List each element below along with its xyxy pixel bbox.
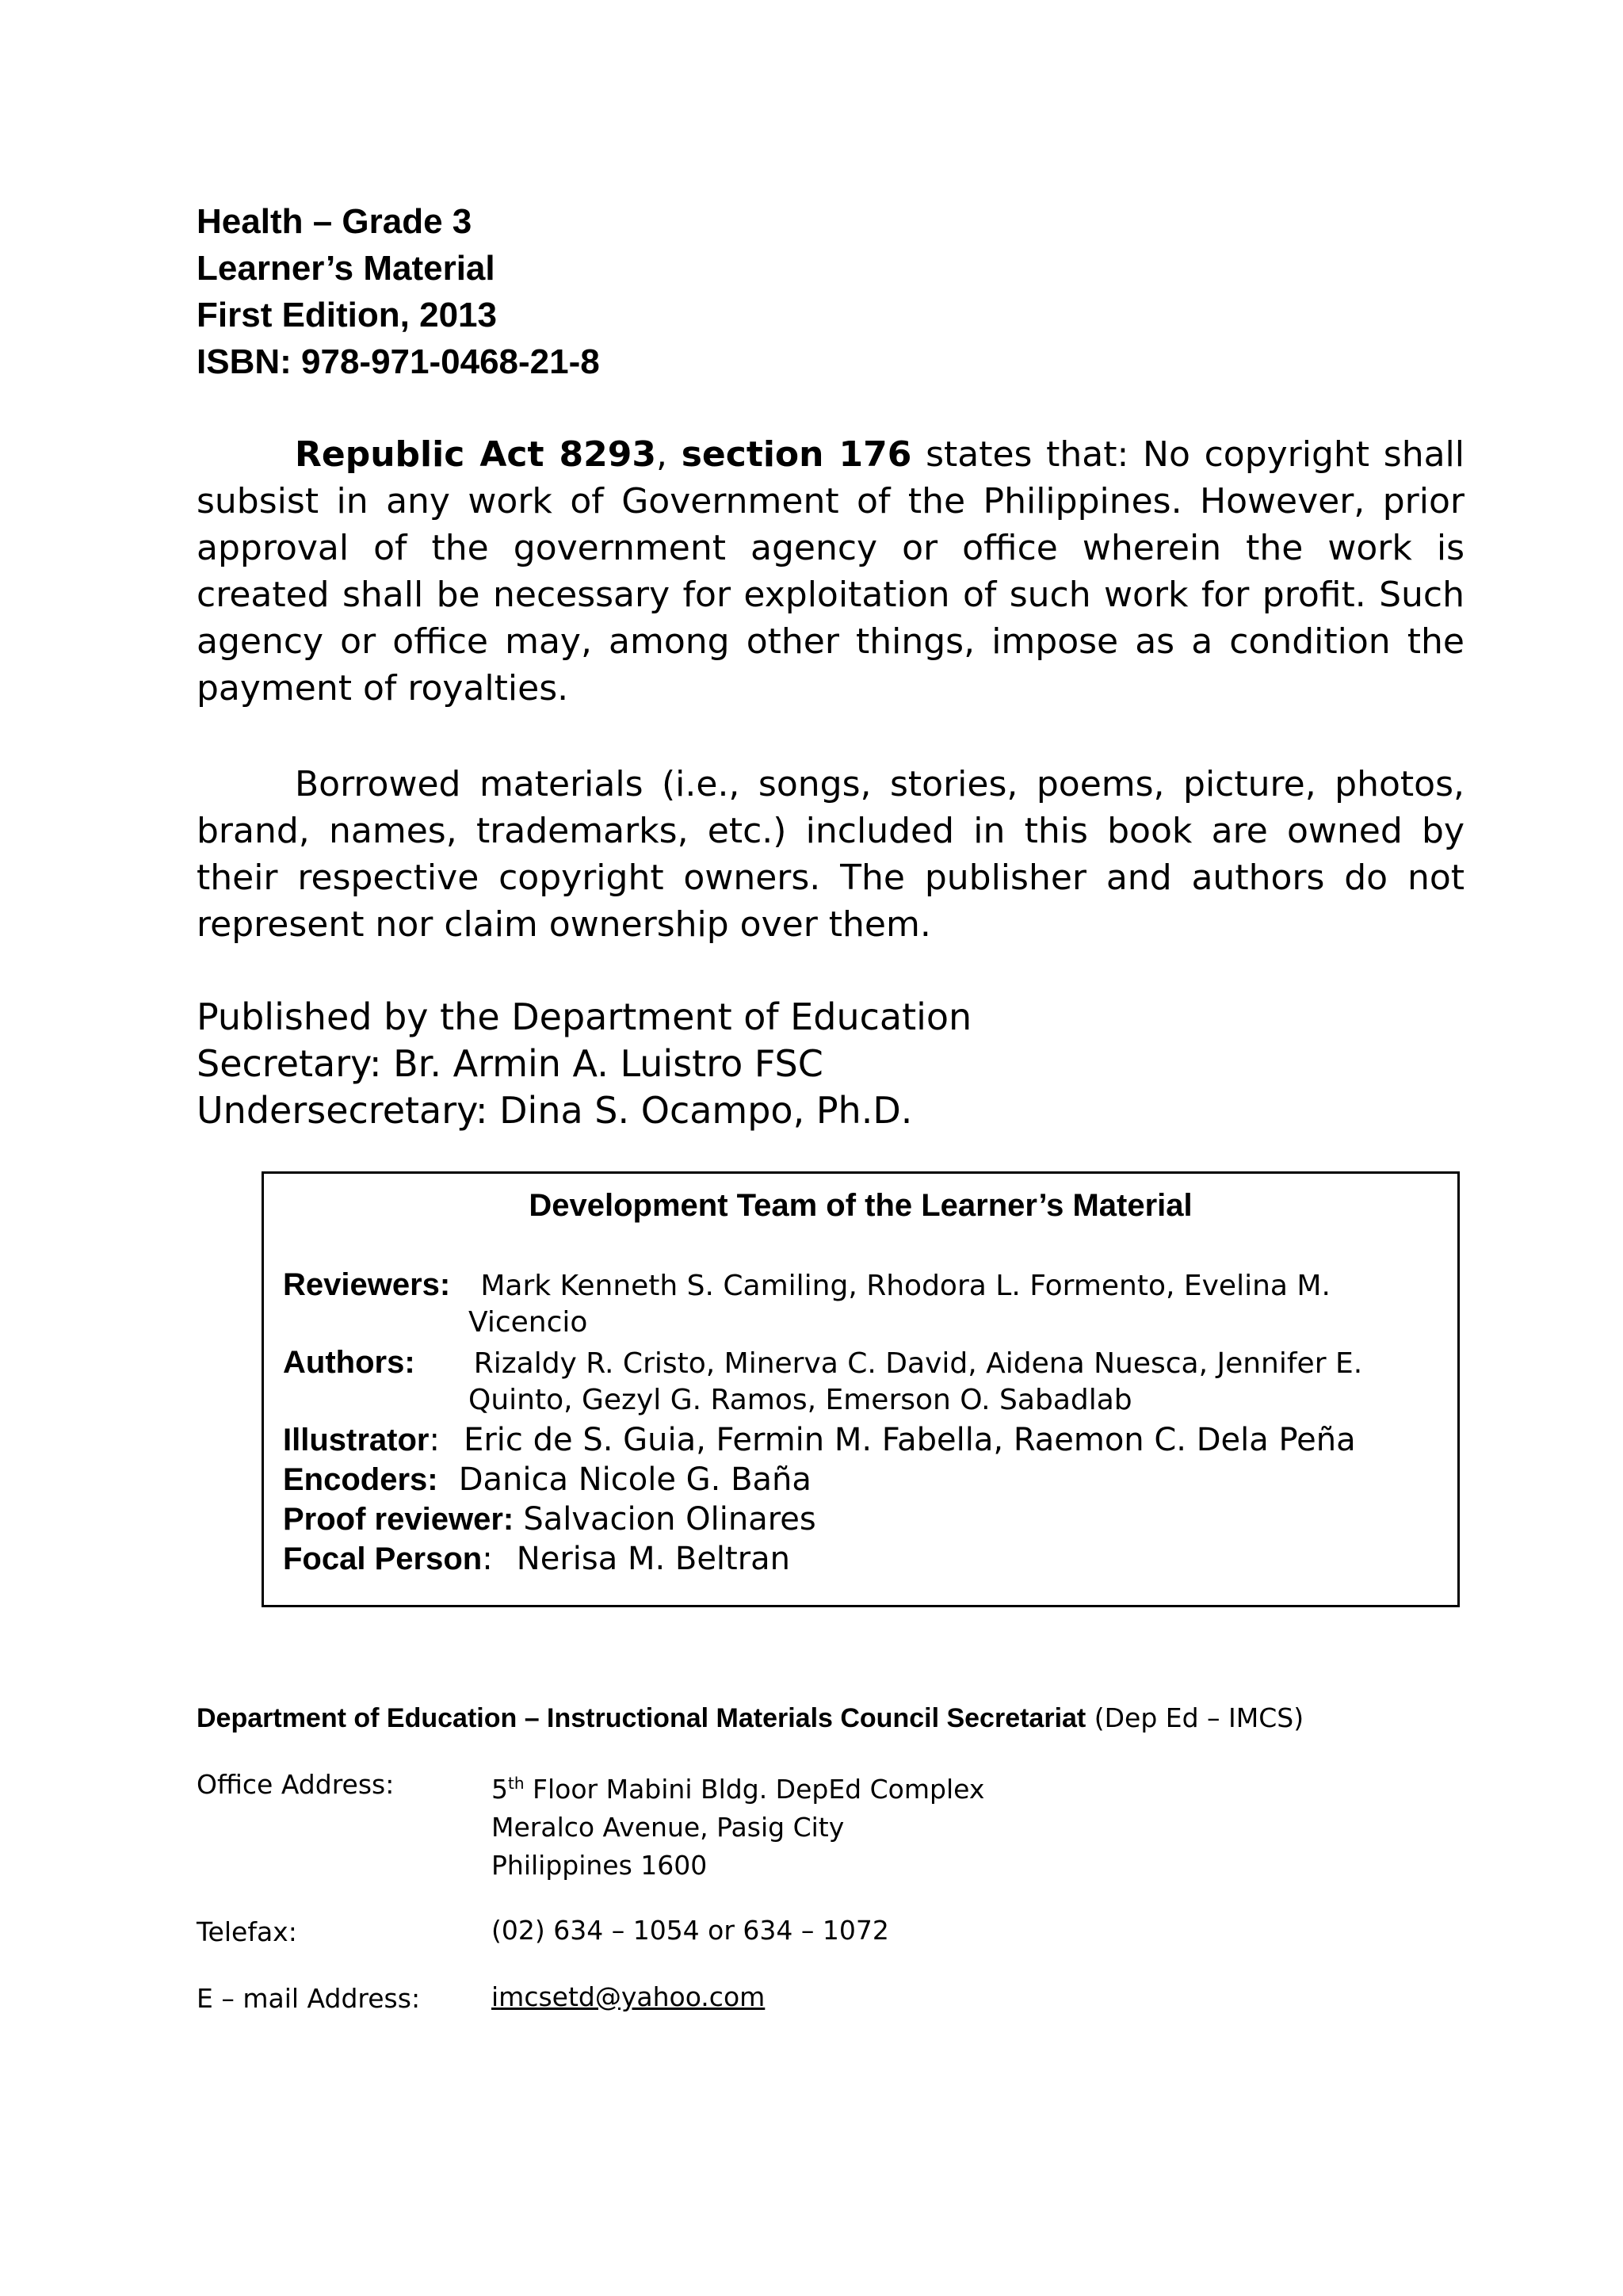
published-by: Published by the Department of Education <box>197 995 972 1038</box>
floor-suffix: th <box>508 1774 525 1793</box>
focal-person-row <box>283 1540 790 1578</box>
authors-names: Rizaldy R. Cristo, Minerva C. David, Aidena Nuesca, Jennifer E. <box>473 1347 1363 1380</box>
office-address <box>491 1764 984 1885</box>
focal-person-name: Nerisa M. Beltran <box>516 1541 791 1577</box>
reviewers-label: Reviewers: <box>283 1267 451 1302</box>
section-name: section 176 <box>681 434 912 475</box>
authors-row <box>283 1343 1362 1383</box>
authors-label: Authors: <box>283 1345 415 1380</box>
illustrator-colon: : <box>429 1422 440 1458</box>
borrowed-paragraph: Borrowed materials (i.e., songs, stories, poems, picture, photos, brand, names, trademarks, etc.) included in this book are owned by their respective copyright owners. The publisher and authors do not represent nor claim ownership over them. <box>197 764 1465 945</box>
copyright-text: states that: No copyright shall subsist in any work of Government of the Philippines. However, prior approval of the government agency or office wherein the work is created shall be necessary for exploitation of such work for profit. Such agency or office may, among other things, impose as a condition the payment of royalties. <box>197 434 1465 709</box>
illustrator-row <box>283 1421 1356 1459</box>
publisher-block <box>197 994 972 1134</box>
team-title: Development Team of the Learner’s Material <box>529 1188 1193 1223</box>
copyright-paragraph <box>197 431 1465 712</box>
material-title: Learner’s Material <box>197 249 495 288</box>
office-address-line2: Meralco Avenue, Pasig City <box>491 1812 845 1843</box>
undersecretary: Undersecretary: Dina S. Ocampo, Ph.D. <box>197 1089 913 1132</box>
floor-number: 5 <box>491 1774 508 1805</box>
office-building: Floor Mabini Bldg. DepEd Complex <box>524 1774 985 1805</box>
email-link[interactable]: imcsetd@yahoo.com <box>491 1981 766 2012</box>
edition-title: First Edition, 2013 <box>197 296 497 334</box>
authors-names-cont: Quinto, Gezyl G. Ramos, Emerson O. Sabadlab <box>468 1384 1132 1416</box>
encoders-label: Encoders: <box>283 1462 438 1497</box>
book-info <box>197 198 600 385</box>
secretary: Secretary: Br. Armin A. Luistro FSC <box>197 1042 823 1085</box>
department-abbr: (Dep Ed – IMCS) <box>1086 1702 1304 1733</box>
encoders-row <box>283 1461 812 1499</box>
proof-reviewer-row <box>283 1500 816 1538</box>
encoders-names: Danica Nicole G. Baña <box>458 1461 812 1498</box>
act-name: Republic Act 8293 <box>295 434 656 475</box>
illustrator-label: Illustrator <box>283 1423 430 1457</box>
proof-reviewer-label: Proof reviewer: <box>283 1502 514 1537</box>
focal-person-label: Focal Person <box>283 1541 483 1576</box>
department-line <box>197 1702 1304 1734</box>
focal-person-colon: : <box>482 1541 493 1577</box>
office-address-line3: Philippines 1600 <box>491 1850 708 1881</box>
reviewers-names-cont: Vicencio <box>468 1306 588 1339</box>
proof-reviewer-name: Salvacion Olinares <box>523 1501 816 1538</box>
department-name: Department of Education – Instructional Materials Council Secretariat <box>197 1703 1086 1733</box>
telefax-value: (02) 634 – 1054 or 634 – 1072 <box>491 1915 889 1946</box>
reviewers-row <box>283 1266 1331 1305</box>
reviewers-names: Mark Kenneth S. Camiling, Rhodora L. Formento, Evelina M. <box>480 1270 1331 1302</box>
illustrator-names: Eric de S. Guia, Fermin M. Fabella, Raemon C. Dela Peña <box>464 1422 1356 1458</box>
development-team-box <box>262 1171 1460 1607</box>
email-label: E – mail Address: <box>197 1983 421 2014</box>
office-address-line1 <box>491 1764 984 1809</box>
act-separator: , <box>656 434 682 475</box>
office-address-label: Office Address: <box>197 1769 395 1800</box>
isbn-title: ISBN: 978-971-0468-21-8 <box>197 342 600 381</box>
telefax-label: Telefax: <box>197 1916 297 1947</box>
subject-title: Health – Grade 3 <box>197 202 472 241</box>
